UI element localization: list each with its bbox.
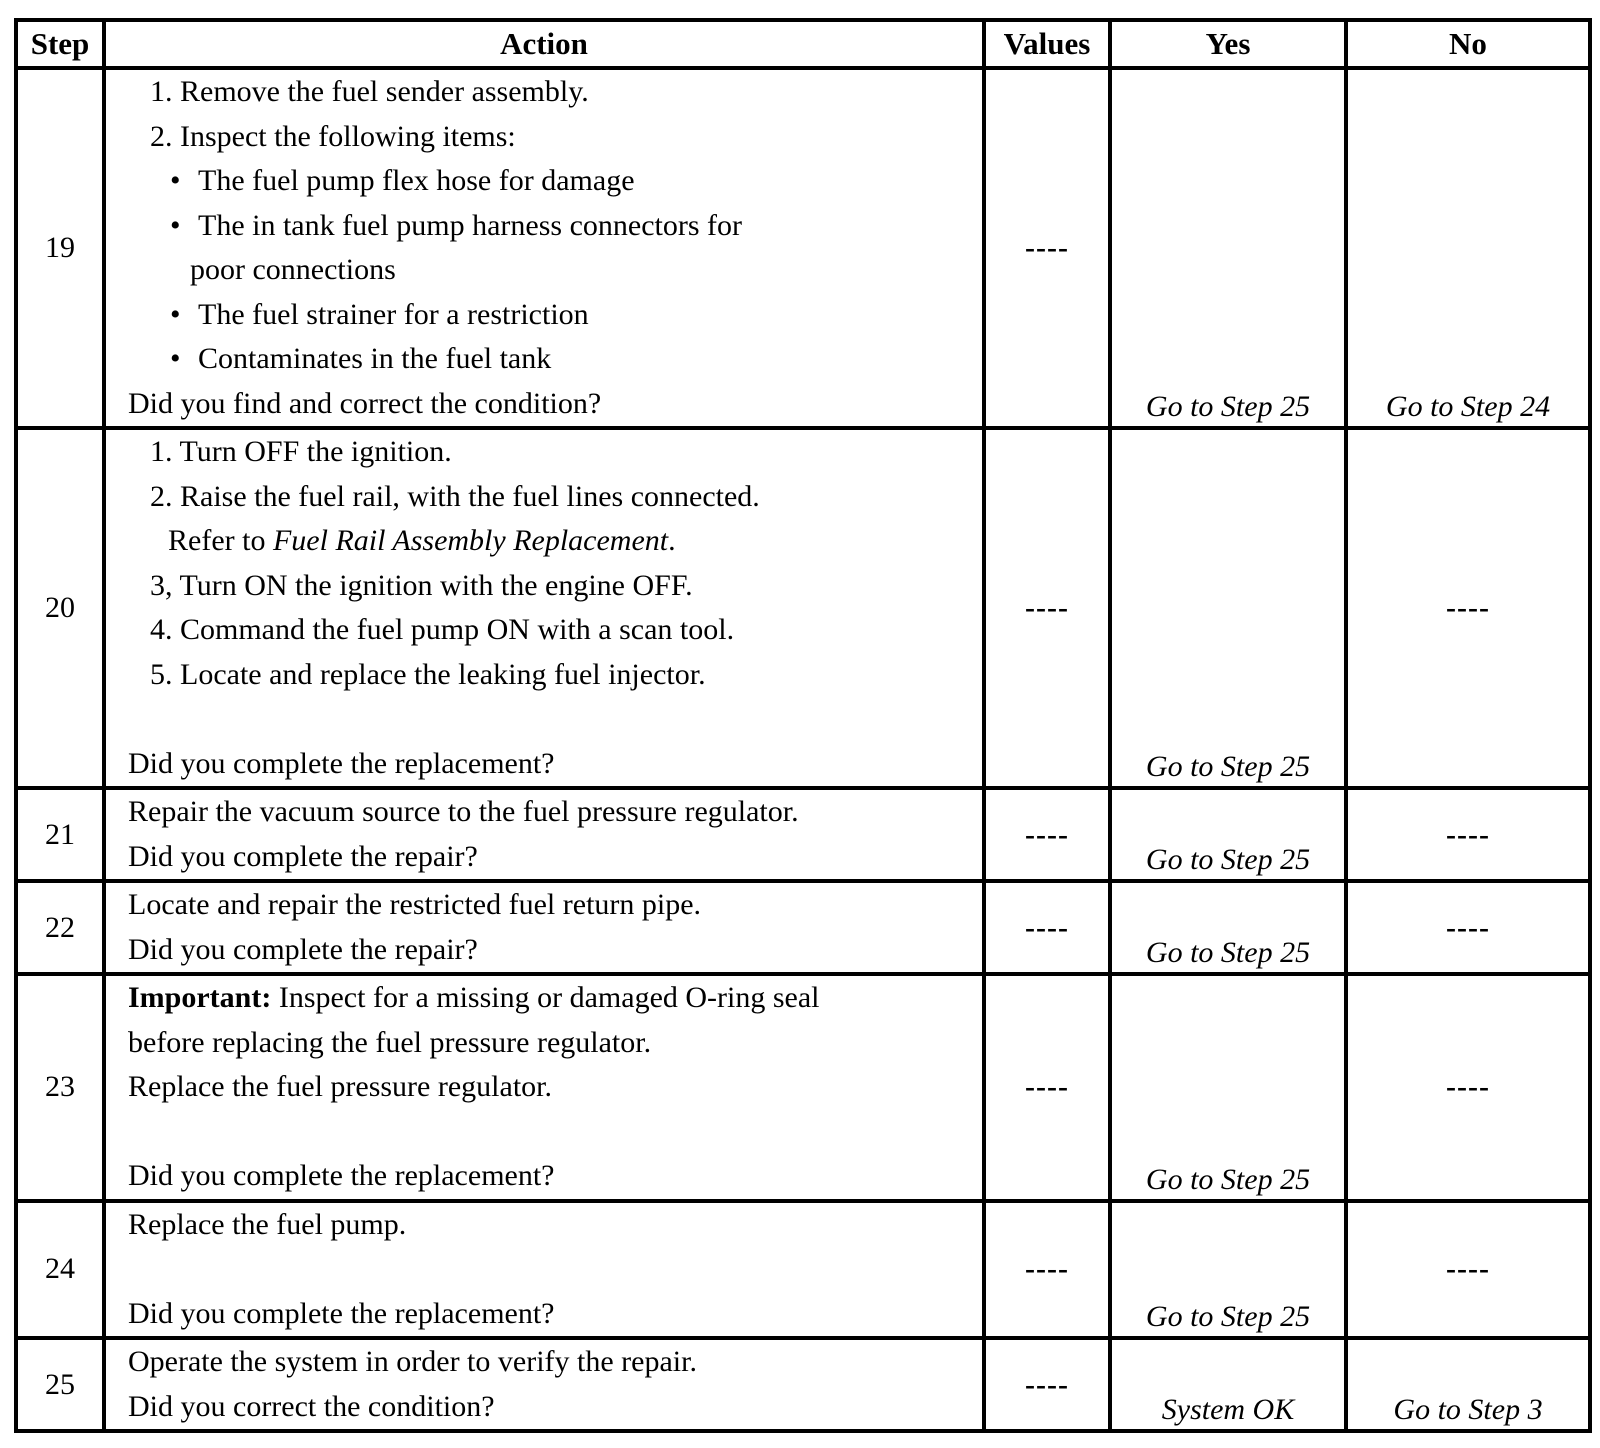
action-line: 4. Command the fuel pump ON with a scan tool. bbox=[150, 613, 735, 646]
bullet-item: • Contaminates in the fuel tank bbox=[128, 337, 982, 382]
step-number: 20 bbox=[16, 428, 104, 788]
bullet-item: • The fuel strainer for a restriction bbox=[128, 293, 982, 338]
no-cell: ---- bbox=[1346, 881, 1590, 974]
values-cell: ---- bbox=[984, 881, 1110, 974]
step-number: 21 bbox=[16, 788, 104, 881]
action-line: 5. Locate and replace the leaking fuel injector. bbox=[150, 657, 706, 691]
step-number: 22 bbox=[16, 881, 104, 974]
action-line: Operate the system in order to verify the repair. bbox=[128, 1345, 697, 1378]
values-cell: ---- bbox=[984, 974, 1110, 1201]
values-cell: ---- bbox=[984, 1201, 1110, 1339]
action-question: Did you complete the replacement? bbox=[128, 1159, 555, 1192]
action-line: 3, Turn ON the ignition with the engine OFF. bbox=[150, 568, 693, 602]
action-cell bbox=[104, 428, 984, 788]
yes-cell: Go to Step 25 bbox=[1110, 428, 1346, 788]
diagnostic-table bbox=[14, 18, 1592, 1433]
action-line: Replace the fuel pressure regulator. bbox=[128, 1070, 552, 1103]
action-line: before replacing the fuel pressure regulator. bbox=[128, 1025, 652, 1059]
header-action: Action bbox=[104, 20, 984, 68]
values-cell: ---- bbox=[984, 68, 1110, 428]
values-cell: ---- bbox=[984, 1338, 1110, 1431]
yes-cell: Go to Step 25 bbox=[1110, 1201, 1346, 1339]
action-question: Did you complete the replacement? bbox=[128, 1296, 555, 1330]
action-reference: Refer to Fuel Rail Assembly Replacement. bbox=[168, 524, 676, 557]
no-cell: Go to Step 3 bbox=[1346, 1338, 1590, 1431]
header-step: Step bbox=[16, 20, 104, 68]
action-question: Did you correct the condition? bbox=[128, 1389, 495, 1423]
action-line: Replace the fuel pump. bbox=[128, 1207, 407, 1241]
bullet-item-continued: poor connections bbox=[190, 253, 396, 286]
table-row bbox=[16, 428, 1590, 788]
action-question: Did you complete the repair? bbox=[128, 932, 478, 966]
yes-cell: Go to Step 25 bbox=[1110, 68, 1346, 428]
action-cell bbox=[104, 788, 984, 881]
action-line: Locate and repair the restricted fuel return pipe. bbox=[128, 888, 702, 921]
diagnostic-table-document bbox=[14, 18, 1592, 1433]
action-cell bbox=[104, 1338, 984, 1431]
no-cell: ---- bbox=[1346, 1201, 1590, 1339]
step-number: 25 bbox=[16, 1338, 104, 1431]
bullet-icon: • bbox=[170, 164, 181, 197]
action-question: Did you complete the replacement? bbox=[128, 746, 555, 780]
bullet-icon: • bbox=[170, 297, 181, 331]
action-cell bbox=[104, 974, 984, 1201]
header-no: No bbox=[1346, 20, 1590, 68]
action-line: 2. Raise the fuel rail, with the fuel lines connected. bbox=[150, 479, 760, 513]
action-line: 1. Turn OFF the ignition. bbox=[150, 435, 452, 468]
action-cell bbox=[104, 68, 984, 428]
table-row bbox=[16, 974, 1590, 1201]
yes-cell: Go to Step 25 bbox=[1110, 788, 1346, 881]
table-row bbox=[16, 1201, 1590, 1339]
bullet-icon: • bbox=[170, 208, 181, 242]
table-row bbox=[16, 68, 1590, 428]
yes-cell: Go to Step 25 bbox=[1110, 881, 1346, 974]
important-label: Important: bbox=[128, 981, 272, 1014]
action-line: 2. Inspect the following items: bbox=[150, 119, 516, 153]
no-cell: ---- bbox=[1346, 788, 1590, 881]
step-number: 19 bbox=[16, 68, 104, 428]
yes-cell: System OK bbox=[1110, 1338, 1346, 1431]
values-cell: ---- bbox=[984, 788, 1110, 881]
important-note: Important: Inspect for a missing or damaged O-ring seal bbox=[128, 981, 820, 1014]
no-cell: ---- bbox=[1346, 428, 1590, 788]
action-line: 1. Remove the fuel sender assembly. bbox=[150, 75, 589, 108]
table-row bbox=[16, 788, 1590, 881]
header-values: Values bbox=[984, 20, 1110, 68]
values-cell: ---- bbox=[984, 428, 1110, 788]
no-cell: ---- bbox=[1346, 974, 1590, 1201]
bullet-item: • The in tank fuel pump harness connectors for bbox=[128, 204, 982, 249]
action-question: Did you find and correct the condition? bbox=[128, 386, 602, 420]
header-yes: Yes bbox=[1110, 20, 1346, 68]
step-number: 23 bbox=[16, 974, 104, 1201]
table-row bbox=[16, 1338, 1590, 1431]
action-question: Did you complete the repair? bbox=[128, 839, 478, 873]
bullet-icon: • bbox=[170, 342, 181, 375]
action-cell bbox=[104, 1201, 984, 1339]
action-line: Repair the vacuum source to the fuel pressure regulator. bbox=[128, 795, 799, 828]
header-row bbox=[16, 20, 1590, 68]
yes-cell: Go to Step 25 bbox=[1110, 974, 1346, 1201]
no-cell: Go to Step 24 bbox=[1346, 68, 1590, 428]
reference-title: Fuel Rail Assembly Replacement bbox=[272, 524, 669, 557]
action-cell bbox=[104, 881, 984, 974]
step-number: 24 bbox=[16, 1201, 104, 1339]
bullet-item: • The fuel pump flex hose for damage bbox=[128, 159, 982, 204]
table-row bbox=[16, 881, 1590, 974]
